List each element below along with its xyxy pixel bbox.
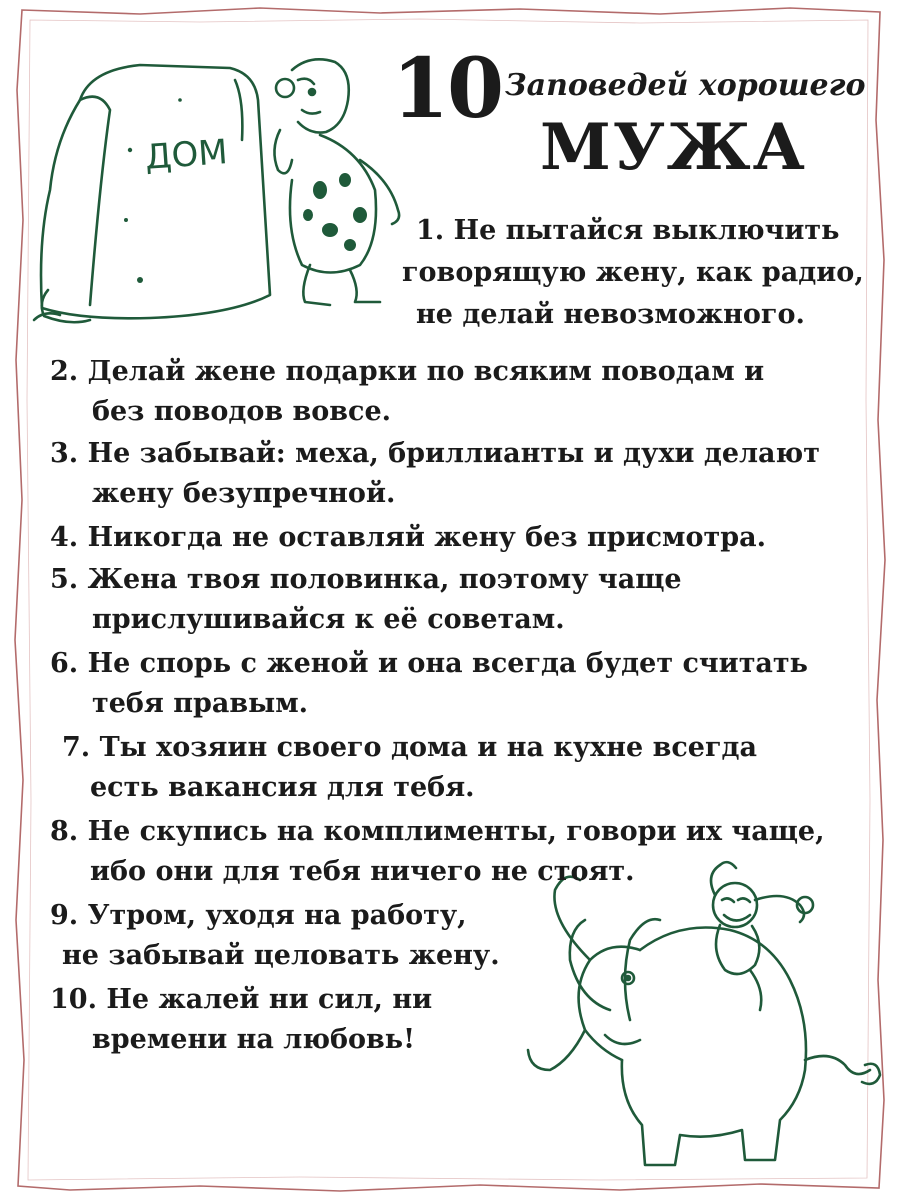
rule-10-line-2: времени на любовь! — [92, 1024, 415, 1055]
rule-3 — [50, 434, 820, 514]
rule-1 — [402, 210, 864, 336]
title-main: МУЖА — [540, 110, 807, 185]
rule-7 — [62, 728, 757, 808]
rule-6-line-2: тебя правым. — [92, 688, 309, 719]
rule-6-line-1: 6. Не спорь с женой и она всегда будет считать — [50, 648, 808, 679]
stone-label: ДОМ — [143, 132, 229, 178]
rule-8 — [50, 812, 824, 892]
mammoth-rider-illustration — [510, 860, 885, 1180]
title-subtitle: Заповедей хорошего — [505, 68, 866, 103]
rule-9-line-1: 9. Утром, уходя на работу, — [50, 900, 467, 931]
rule-10 — [50, 980, 432, 1060]
rule-7-line-2: есть вакансия для тебя. — [90, 772, 475, 803]
rule-8-line-1: 8. Не скупись на комплименты, говори их чаще, — [50, 816, 825, 847]
rule-2-line-2: без поводов вовсе. — [92, 396, 392, 427]
rule-7-line-1: 7. Ты хозяин своего дома и на кухне всегда — [62, 732, 758, 763]
rule-6 — [50, 644, 808, 724]
rule-4-line-1: 4. Никогда не оставляй жену без присмотра. — [50, 522, 767, 553]
rule-1-line-1: 1. Не пытайся выключить — [416, 215, 840, 246]
rule-10-line-1: 10. Не жалей ни сил, ни — [50, 984, 433, 1015]
stone-caveman-illustration — [30, 40, 420, 340]
rule-9 — [50, 896, 500, 976]
rule-9-line-2: не забывай целовать жену. — [62, 940, 500, 971]
rule-8-line-2: ибо они для тебя ничего не стоят. — [90, 856, 635, 887]
rule-5 — [50, 560, 682, 640]
rule-2-line-1: 2. Делай жене подарки по всяким поводам и — [50, 356, 765, 387]
rule-3-line-2: жену безупречной. — [92, 478, 396, 509]
rule-5-line-1: 5. Жена твоя половинка, поэтому чаще — [50, 564, 682, 595]
rule-5-line-2: прислушивайся к её советам. — [92, 604, 565, 635]
title-number: 10 — [392, 41, 503, 137]
rule-1-line-2: говорящую жену, как радио, — [402, 257, 864, 288]
rule-1-line-3: не делай невозможного. — [416, 299, 805, 330]
rule-3-line-1: 3. Не забывай: меха, бриллианты и духи делают — [50, 438, 820, 469]
rule-4 — [50, 518, 766, 558]
rule-2 — [50, 352, 764, 432]
